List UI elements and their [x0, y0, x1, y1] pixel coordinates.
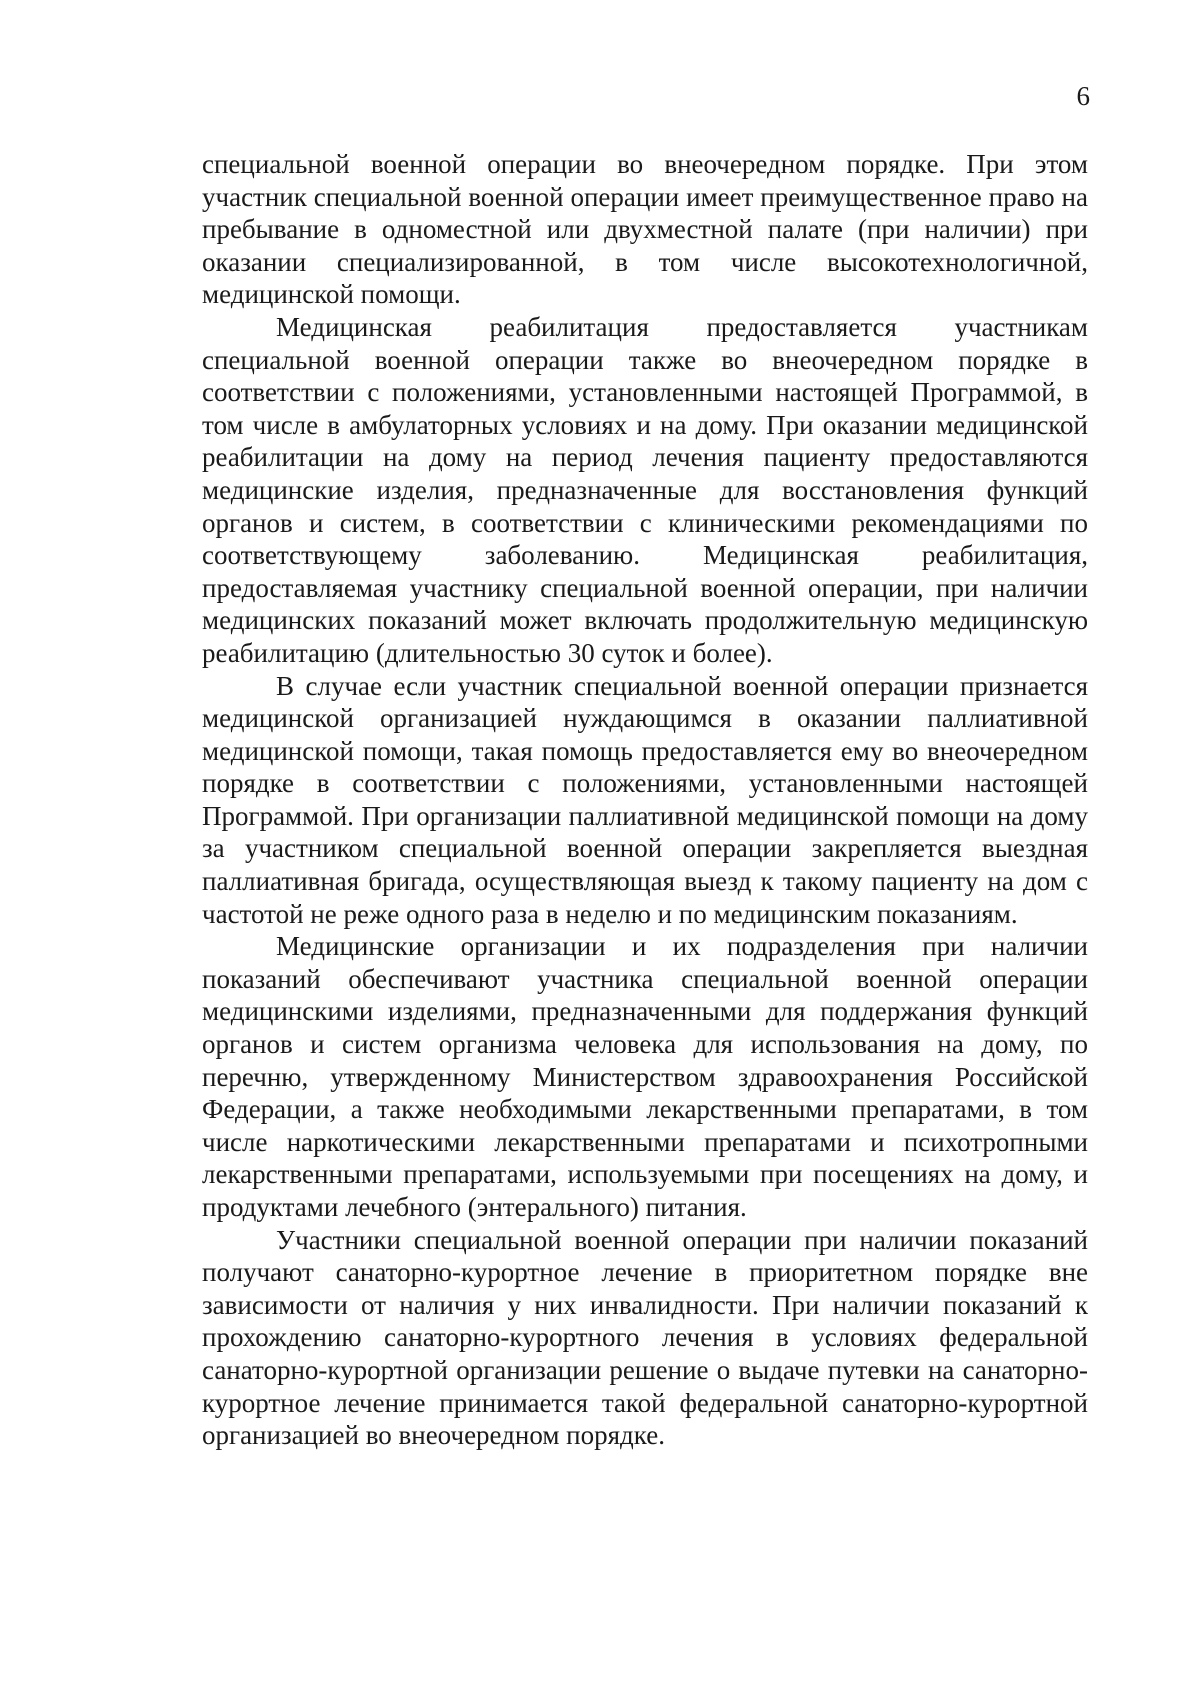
paragraph-1: специальной военной операции во внеочередном порядке. При этом участник специальной военной операции имеет преимущественное право на пребывание в одноместной или двухместной палате (при наличии) при оказании специализированной, в том числе высокотехнологичной, медицинской помощи.	[202, 149, 1088, 310]
document-body	[202, 148, 1088, 1452]
paragraph-4: Медицинские организации и их подразделения при наличии показаний обеспечивают участника специальной военной операции медицинскими изделиями, предназначенными для поддержания функций органов и систем организма человека для использования на дому, по перечню, утвержденному Министерством здравоохранения Российской Федерации, а также необходимыми лекарственными препаратами, в том числе наркотическими лекарственными препаратами и психотропными лекарственными препаратами, используемыми при посещениях на дому, и продуктами лечебного (энтерального) питания.	[202, 931, 1088, 1222]
page-number: 6	[1076, 81, 1090, 111]
paragraph-2: Медицинская реабилитация предоставляется участникам специальной военной операции также во внеочередном порядке в соответствии с положениями, установленными настоящей Программой, в том числе в амбулаторных условиях и на дому. При оказании медицинской реабилитации на дому на период лечения пациенту предоставляются медицинские изделия, предназначенные для восстановления функций органов и систем, в соответствии с клиническими рекомендациями по соответствующему заболеванию. Медицинская реабилитация, предоставляемая участнику специальной военной операции, при наличии медицинских показаний может включать продолжительную медицинскую реабилитацию (длительностью 30 суток и более).	[202, 311, 1088, 668]
paragraph-3: В случае если участник специальной военной операции признается медицинской организацией нуждающимся в оказании паллиативной медицинской помощи, такая помощь предоставляется ему во внеочередном порядке в соответствии с положениями, установленными настоящей Программой. При организации паллиативной медицинской помощи на дому за участником специальной военной операции закрепляется выездная паллиативная бригада, осуществляющая выезд к такому пациенту на дом с частотой не реже одного раза в неделю и по медицинским показаниям.	[202, 670, 1088, 929]
paragraph-5: Участники специальной военной операции при наличии показаний получают санаторно-курортное лечение в приоритетном порядке вне зависимости от наличия у них инвалидности. При наличии показаний к прохождению санаторно-курортного лечения в условиях федеральной санаторно-курортной организации решение о выдаче путевки на санаторно-курортное лечение принимается такой федеральной санаторно-курортной организацией во внеочередном порядке.	[202, 1224, 1088, 1451]
